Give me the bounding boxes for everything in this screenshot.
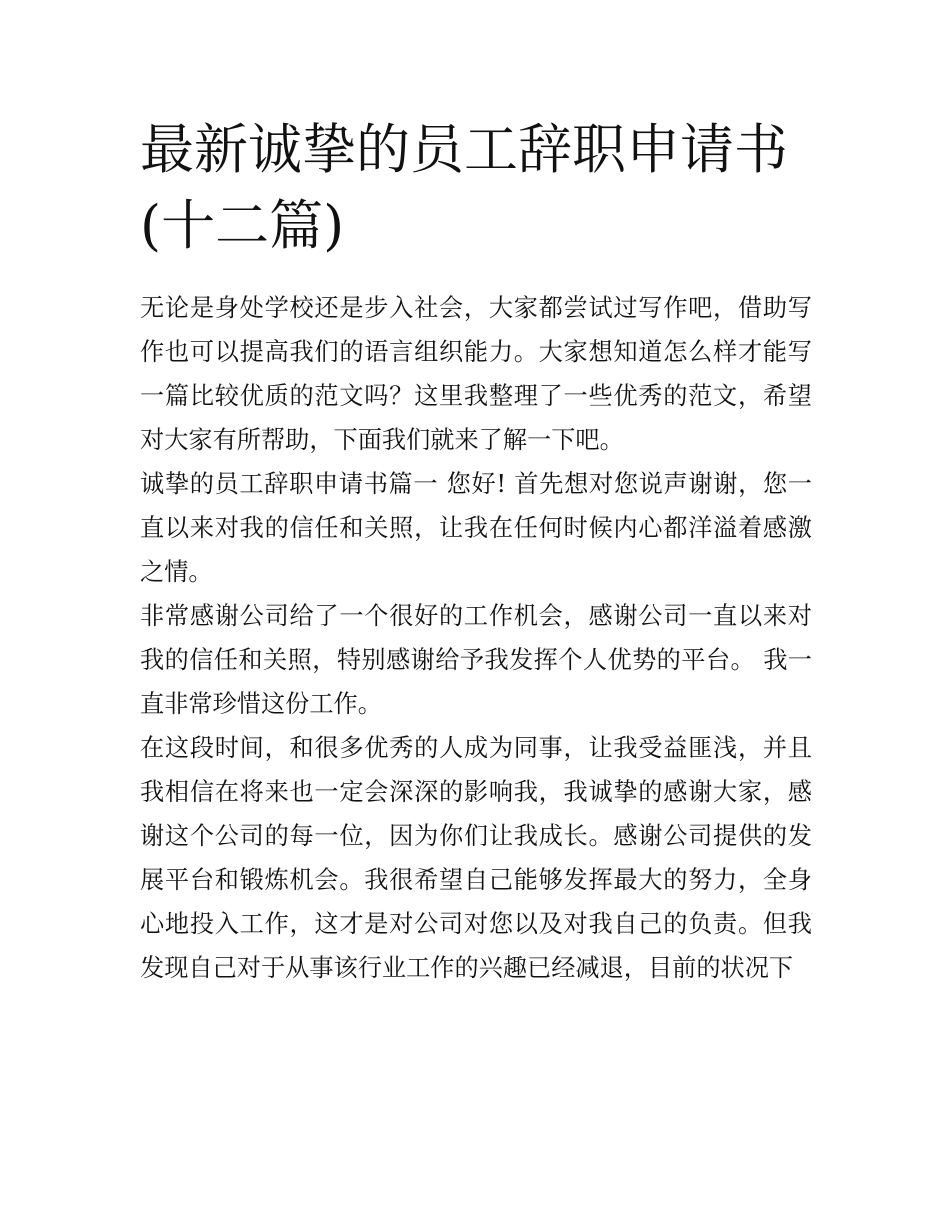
paragraph-greeting: 诚挚的员工辞职申请书篇一 您好! 首先想对您说声谢谢，您一直以来对我的信任和关照，让我在任何时候内心都洋溢着感激之情。 — [140, 470, 812, 586]
document-page — [140, 112, 812, 990]
paragraph-reason: 在这段时间，和很多优秀的人成为同事，让我受益匪浅，并且我相信在将来也一定会深深的影响我，我诚挚的感谢大家，感谢这个公司的每一位，因为你们让我成长。感谢公司提供的发展平台和锻炼机会。我很希望自己能够发挥最大的努力，全身心地投入工作，这才是对公司对您以及对我自己的负责。但我发现自己对于从事该行业工作的兴趣已经减退，目前的状况下 — [140, 734, 812, 982]
paragraph-thanks: 非常感谢公司给了一个很好的工作机会，感谢公司一直以来对我的信任和关照，特别感谢给予我发挥个人优势的平台。 我一直非常珍惜这份工作。 — [140, 602, 812, 718]
document-title: 最新诚挚的员工辞职申请书(十二篇) — [140, 118, 788, 257]
paragraph-intro: 无论是身处学校还是步入社会，大家都尝试过写作吧，借助写作也可以提高我们的语言组织能力。大家想知道怎么样才能写一篇比较优质的范文吗？这里我整理了一些优秀的范文，希望对大家有所帮助，下面我们就来了解一下吧。 — [140, 294, 812, 454]
document-body — [140, 286, 812, 990]
